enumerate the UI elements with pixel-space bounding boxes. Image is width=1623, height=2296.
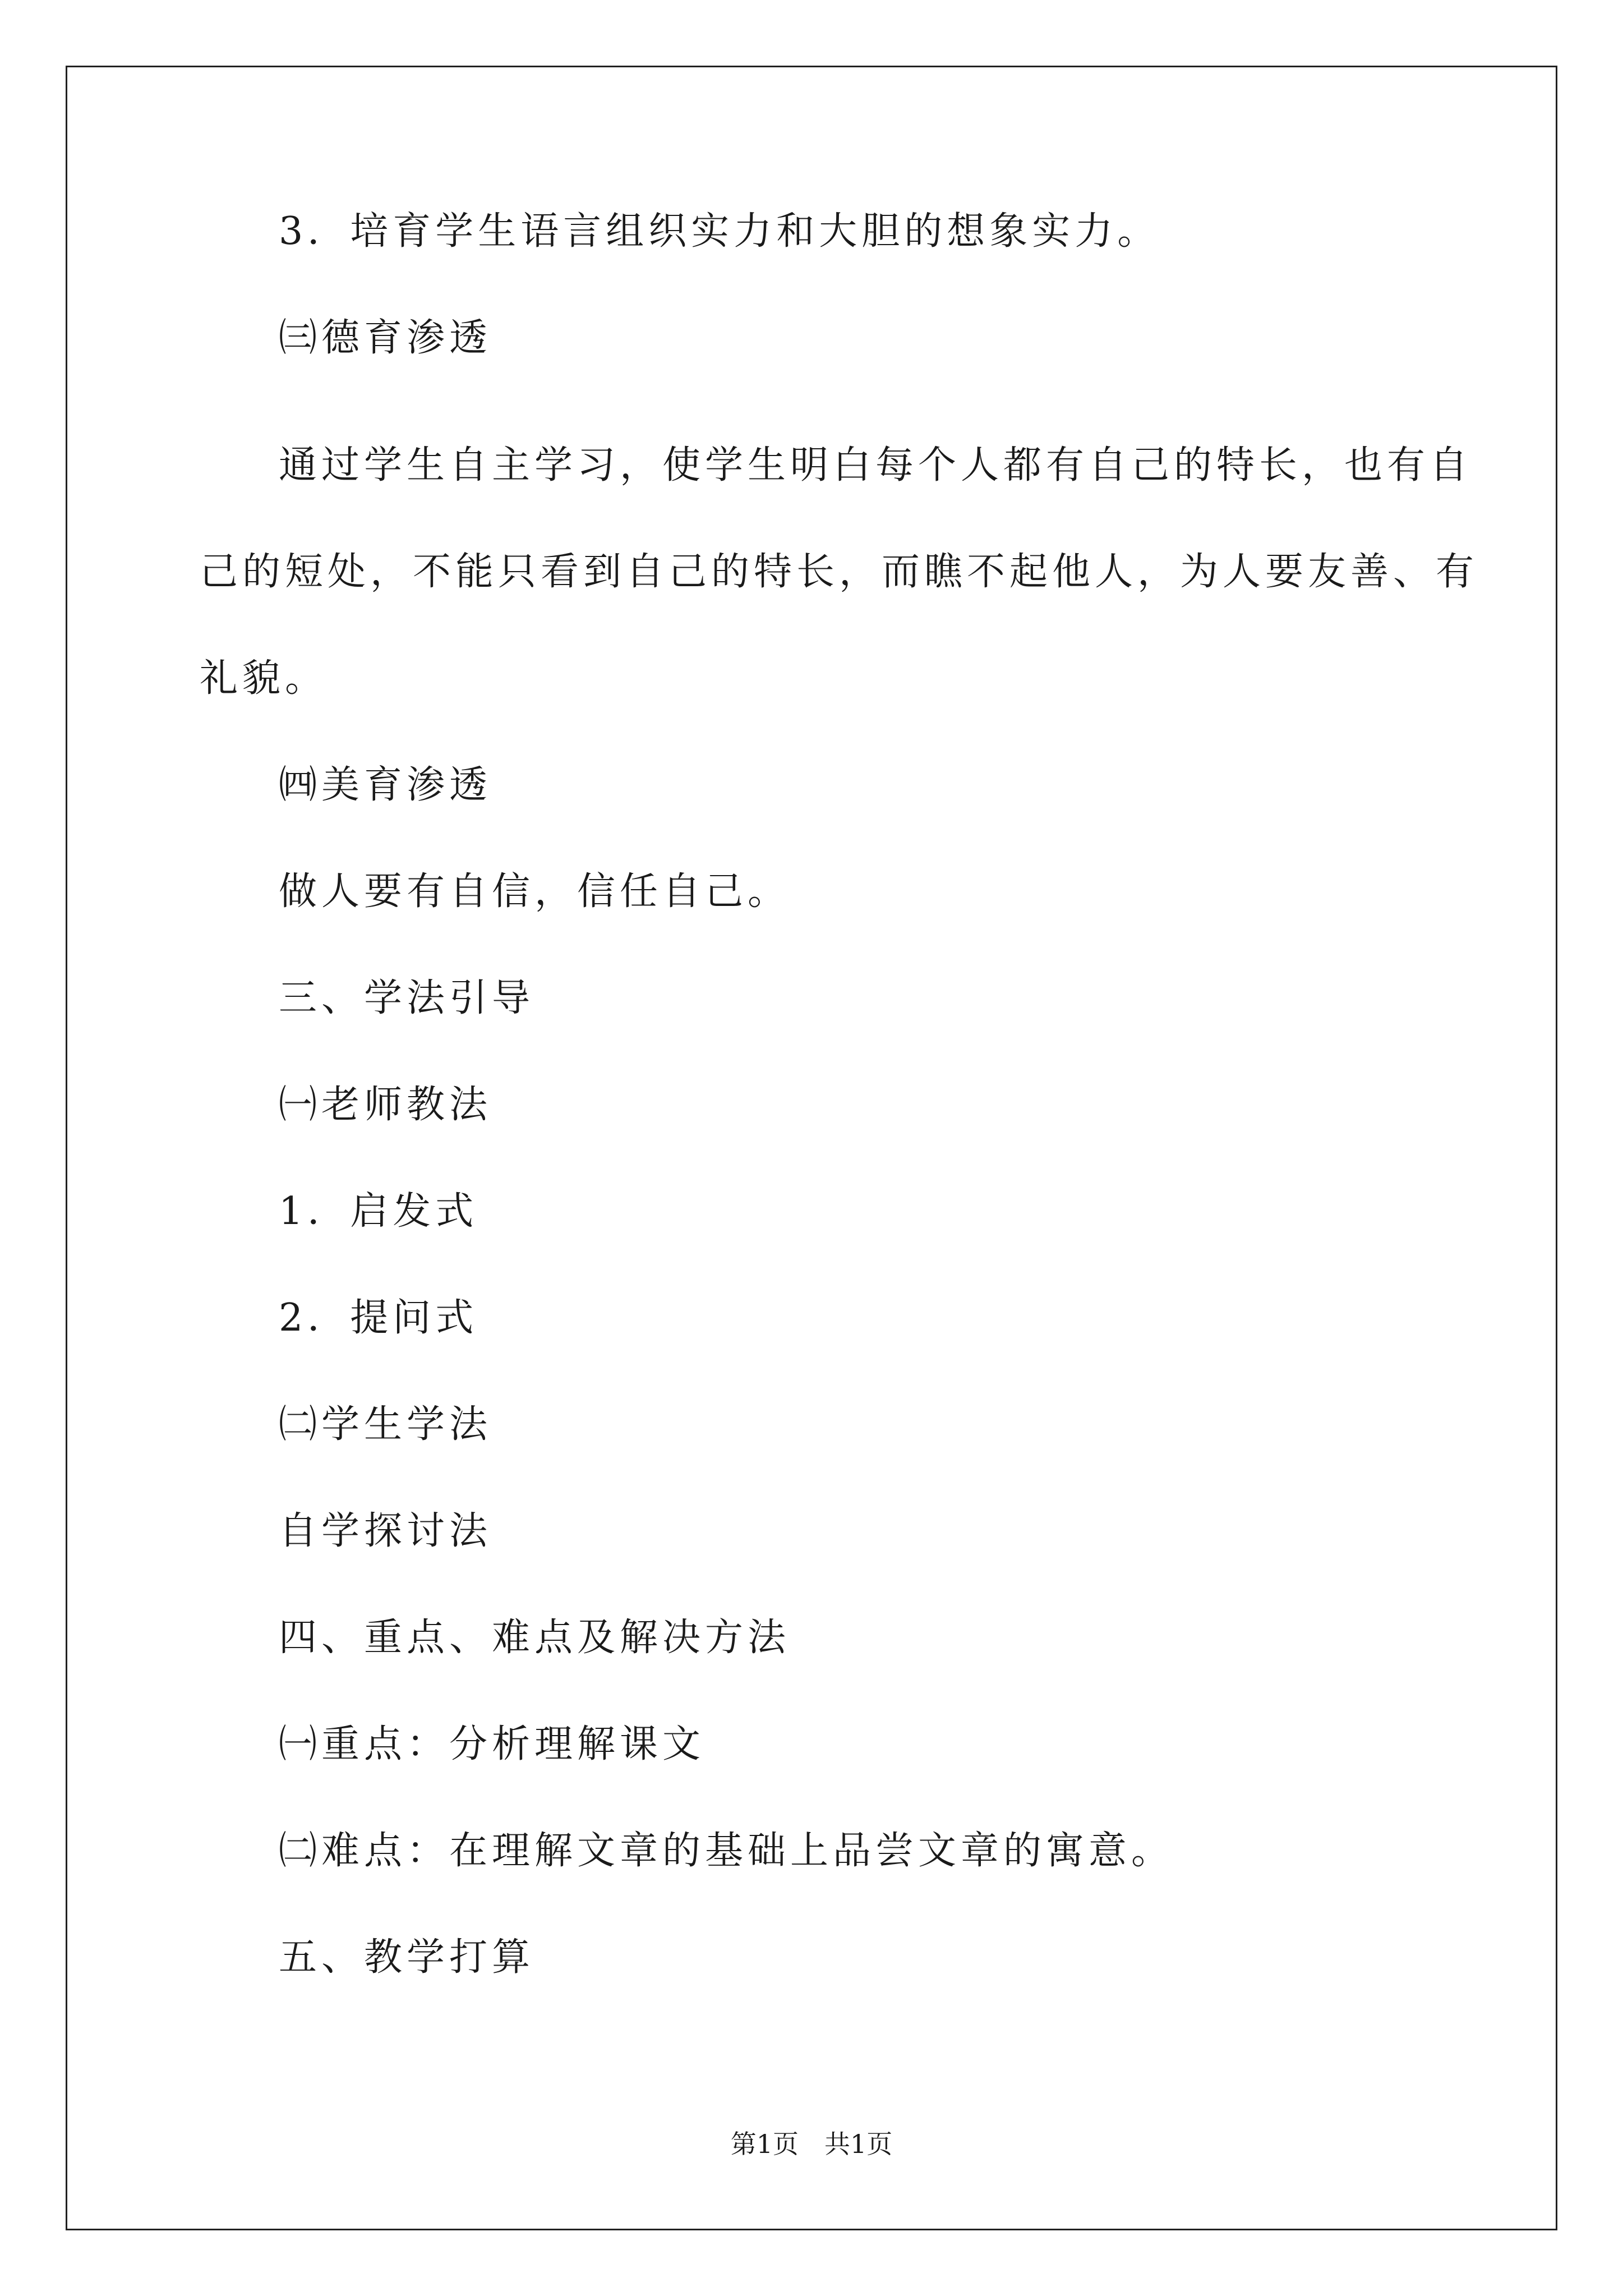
text-line: 做人要有自信，信任自己。	[279, 869, 791, 914]
page-footer: 第1页 共1页	[730, 2129, 893, 2159]
list-item: 2．提问式	[279, 1296, 478, 1340]
section-heading: 五、教学打算	[279, 1935, 535, 1980]
text-line: ㈡难点：在理解文章的基础上品尝文章的寓意。	[279, 1829, 1174, 1873]
text-line: ㈠重点：分析理解课文	[279, 1722, 706, 1766]
text-line: 通过学生自主学习，使学生明白每个人都有自己的特长，也有自	[279, 443, 1473, 487]
section-heading: ㈡学生学法	[279, 1402, 492, 1447]
text-line: 己的短处，不能只看到自己的特长，而瞧不起他人，为人要友善、有	[200, 550, 1479, 594]
section-heading: ㈣美育渗透	[279, 763, 492, 807]
section-heading: ㈢德育渗透	[279, 316, 492, 360]
section-heading: 三、学法引导	[279, 976, 535, 1020]
list-item: 1．启发式	[279, 1189, 478, 1234]
text-line: 自学探讨法	[279, 1509, 492, 1553]
section-heading: ㈠老师教法	[279, 1083, 492, 1127]
text-line: 3．培育学生语言组织实力和大胆的想象实力。	[279, 209, 1160, 254]
text-line: 礼貌。	[200, 656, 328, 701]
section-heading: 四、重点、难点及解决方法	[279, 1616, 791, 1660]
